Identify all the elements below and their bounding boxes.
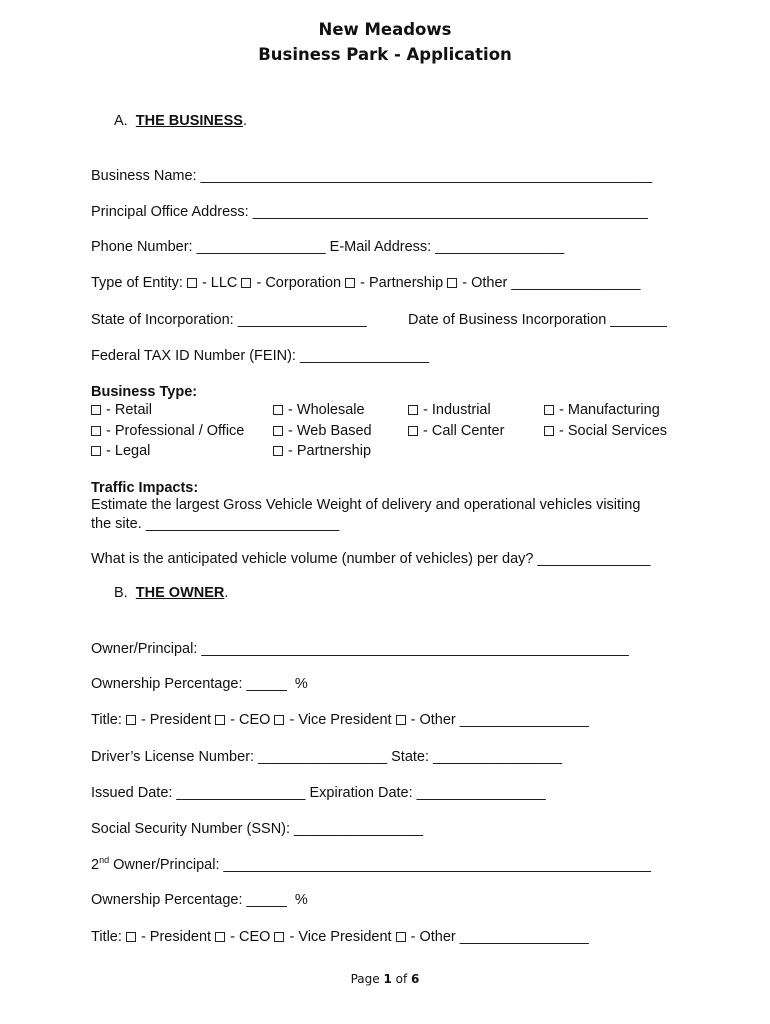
second-owner-field[interactable]: 2nd Owner/Principal: _____________________________________________________	[91, 855, 651, 873]
checkbox-icon	[273, 405, 283, 415]
form-title-line1: New Meadows	[318, 20, 452, 39]
title-other-field[interactable]: - Other ________________	[406, 712, 589, 728]
title-ceo-checkbox[interactable]	[215, 715, 225, 725]
title-vp-checkbox[interactable]	[274, 715, 284, 725]
gross-weight-field[interactable]: the site. ________________________	[91, 516, 340, 532]
business-type-legal[interactable]: - Legal	[91, 442, 150, 460]
title-president-checkbox[interactable]	[126, 715, 136, 725]
checkbox-icon	[91, 405, 101, 415]
traffic-heading: Traffic Impacts:	[91, 480, 199, 496]
business-type-retail[interactable]: - Retail	[91, 401, 152, 419]
section-a-label: THE BUSINESS	[135, 113, 243, 129]
entity-llc-checkbox[interactable]	[187, 278, 197, 288]
title2-other-field[interactable]: - Other ________________	[406, 929, 589, 945]
entity-other-checkbox[interactable]	[447, 278, 457, 288]
checkbox-icon	[408, 405, 418, 415]
title-row: Title: - President - CEO - Vice President - Other ________________	[91, 712, 589, 728]
traffic-line1: Estimate the largest Gross Vehicle Weight of delivery and operational vehicles visiting	[91, 497, 641, 513]
title-other-checkbox[interactable]	[396, 715, 406, 725]
section-b-heading: B. THE OWNER.	[114, 585, 229, 601]
issued-expiration-field[interactable]: Issued Date: ________________ Expiration Date: ________________	[91, 785, 546, 801]
owner-principal-field[interactable]: Owner/Principal: _____________________________________________________	[91, 641, 629, 657]
principal-office-field[interactable]: Principal Office Address: _________________________________________________	[91, 204, 648, 220]
entity-corporation-checkbox[interactable]	[241, 278, 251, 288]
title2-ceo-checkbox[interactable]	[215, 932, 225, 942]
checkbox-icon	[273, 446, 283, 456]
checkbox-icon	[544, 426, 554, 436]
checkbox-icon	[273, 426, 283, 436]
entity-other-field[interactable]: - Other ________________	[458, 275, 641, 291]
section-a-heading: A. THE BUSINESS.	[114, 113, 247, 129]
entity-type-row: Type of Entity: - LLC - Corporation - Partnership - Other ________________	[91, 275, 641, 291]
business-type-professional[interactable]: - Professional / Office	[91, 422, 244, 440]
form-title-line2: Business Park - Application	[258, 45, 512, 64]
title2-president-checkbox[interactable]	[126, 932, 136, 942]
checkbox-icon	[544, 405, 554, 415]
entity-partnership-checkbox[interactable]	[345, 278, 355, 288]
business-type-call-center[interactable]: - Call Center	[408, 422, 504, 440]
business-name-field[interactable]: Business Name: ________________________________________________________	[91, 168, 653, 184]
title2-other-checkbox[interactable]	[396, 932, 406, 942]
business-type-industrial[interactable]: - Industrial	[408, 401, 491, 419]
ownership-percentage-field[interactable]: Ownership Percentage: _____ %	[91, 676, 308, 692]
business-type-partnership[interactable]: - Partnership	[273, 442, 371, 460]
ssn-field[interactable]: Social Security Number (SSN): ________________	[91, 821, 424, 837]
phone-email-field[interactable]: Phone Number: ________________ E-Mail Address: ________________	[91, 239, 565, 255]
ownership-percentage-2-field[interactable]: Ownership Percentage: _____ %	[91, 892, 308, 908]
drivers-license-field[interactable]: Driver’s License Number: ________________ State: ________________	[91, 749, 563, 765]
fein-field[interactable]: Federal TAX ID Number (FEIN): ________________	[91, 348, 429, 364]
business-type-social-services[interactable]: - Social Services	[544, 422, 667, 440]
checkbox-icon	[91, 446, 101, 456]
title-row-2: Title: - President - CEO - Vice President - Other ________________	[91, 929, 589, 945]
checkbox-icon	[408, 426, 418, 436]
date-incorporation-field[interactable]: Date of Business Incorporation _______	[408, 312, 667, 328]
page-footer: Page 1 of 6	[350, 972, 420, 986]
business-type-wholesale[interactable]: - Wholesale	[273, 401, 365, 419]
vehicle-volume-field[interactable]: What is the anticipated vehicle volume (number of vehicles) per day? ______________	[91, 551, 651, 567]
business-type-web-based[interactable]: - Web Based	[273, 422, 372, 440]
section-b-label: THE OWNER	[135, 585, 225, 601]
business-type-manufacturing[interactable]: - Manufacturing	[544, 401, 660, 419]
state-incorporation-field[interactable]: State of Incorporation: ________________	[91, 312, 367, 328]
business-type-heading: Business Type:	[91, 384, 198, 400]
title2-vp-checkbox[interactable]	[274, 932, 284, 942]
checkbox-icon	[91, 426, 101, 436]
